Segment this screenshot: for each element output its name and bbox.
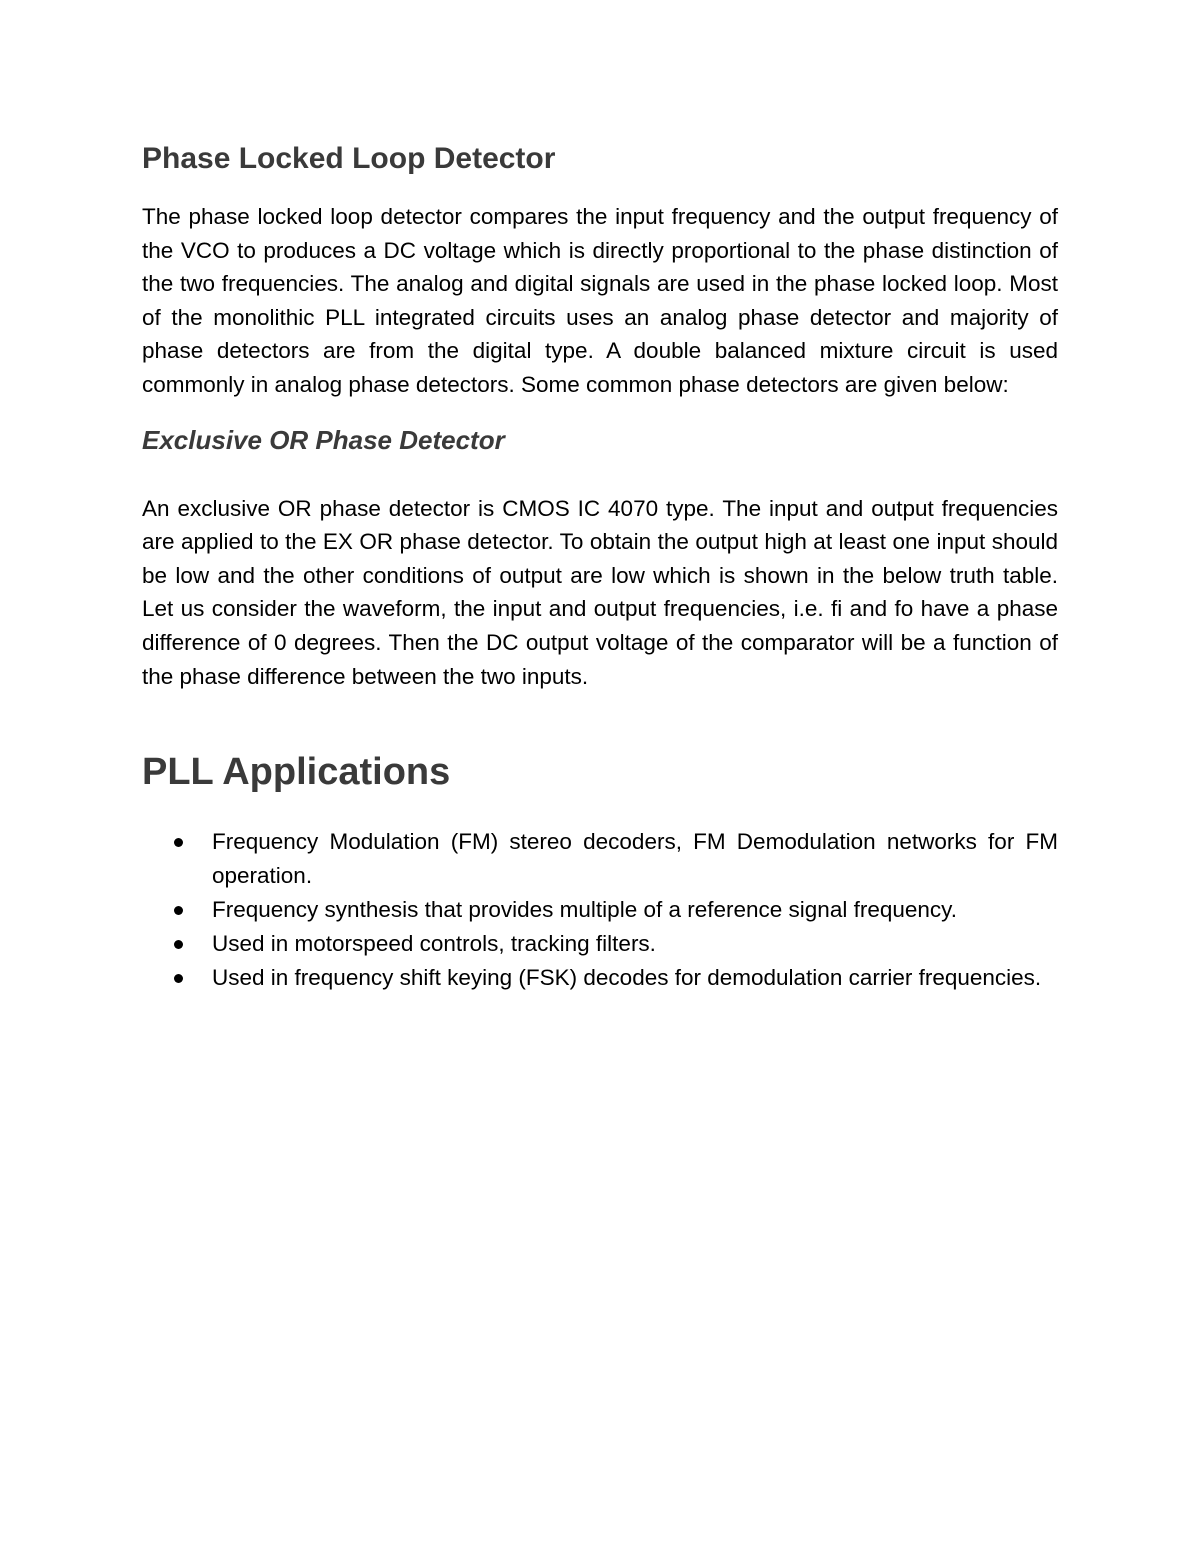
document-page: [142, 140, 1058, 995]
list-item-text: Used in motorspeed controls, tracking filters.: [212, 931, 656, 957]
list-item-text: Frequency synthesis that provides multiple of a reference signal frequency.: [212, 897, 957, 923]
list-item: [142, 893, 1058, 927]
list-item: [142, 927, 1058, 961]
list-item-text: Frequency Modulation (FM) stereo decoders, FM Demodulation networks for FM operation.: [212, 829, 1058, 889]
bullet-icon: [174, 974, 183, 983]
paragraph-xor-detector: An exclusive OR phase detector is CMOS IC 4070 type. The input and output frequencies are applied to the EX OR phase detector. To obtain the output high at least one input should be low and the other conditions of output are low which is shown in the below truth table. Let us consider the waveform, the input and output frequencies, i.e. fi and fo have a phase difference of 0 degrees. Then the DC output voltage of the comparator will be a function of the phase difference between the two inputs.: [142, 495, 1058, 689]
paragraph-pll-detector: The phase locked loop detector compares the input frequency and the output frequency of the VCO to produces a DC voltage which is directly proportional to the phase distinction of the two frequencies. The analog and digital signals are used in the phase locked loop. Most of the monolithic PLL integrated circuits uses an analog phase detector and majority of phase detectors are from the digital type. A double balanced mixture circuit is used commonly in analog phase detectors. Some common phase detectors are given below:: [142, 204, 1058, 397]
bullet-icon: [174, 940, 183, 949]
section-heading-pll-applications: PLL Applications: [142, 751, 451, 794]
list-item: [142, 961, 1058, 995]
section-heading-pll-detector: Phase Locked Loop Detector: [142, 142, 556, 175]
bullet-icon: [174, 838, 183, 847]
applications-list: [142, 825, 1058, 995]
bullet-icon: [174, 906, 183, 915]
list-item: [142, 825, 1058, 893]
section-heading-xor-detector: Exclusive OR Phase Detector: [142, 424, 505, 455]
list-item-text: Used in frequency shift keying (FSK) decodes for demodulation carrier frequencies.: [212, 965, 1042, 991]
